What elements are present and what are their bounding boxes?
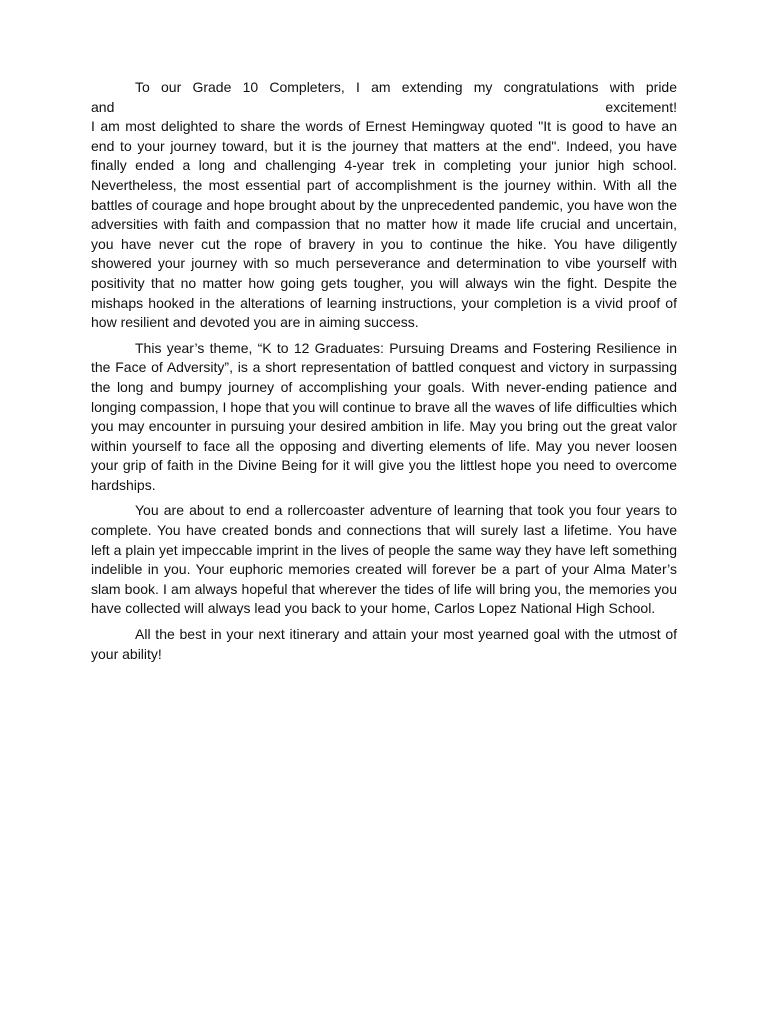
paragraph-1-body: I am most delighted to share the words of Ernest Hemingway quoted "It is good to have an end to your journey toward, but it is the journey that matters at the end". Indeed, you have finally ended a long and challenging 4-year trek in completing your junior high school. Nevertheless, the most essential part of accomplishment is the journey within. With all the battles of courage and hope brought about by the unprecedented pandemic, you have won the adversities with faith and compassion that no matter how it made life crucial and uncertain, you have never cut the rope of bravery in you to continue the hike. You have diligently showered your journey with so much perseverance and determination to vibe yourself with positivity that no matter how going gets tougher, you will always win the fight. Despite the mishaps hooked in the alterations of learning instructions, your completion is a vivid proof of how resilient and devoted you are in aiming success. bbox=[91, 118, 677, 331]
paragraph-2: This year’s theme, “K to 12 Graduates: Pursuing Dreams and Fostering Resilience in the Face of Adversity”, is a short representation of battled conquest and victory in surpassing the long and bumpy journey of accomplishing your goals. With never-ending patience and longing compassion, I hope that you will continue to brave all the waves of life difficulties which you may encounter in pursuing your desired ambition in life. May you bring out the great valor within yourself to face all the opposing and diverting elements of life. May you never loosen your grip of faith in the Divine Being for it will give you the littlest hope you need to overcome hardships. bbox=[91, 339, 677, 493]
paragraph-4: All the best in your next itinerary and attain your most yearned goal with the utmost of your ability! bbox=[91, 626, 677, 662]
paragraph-1 bbox=[91, 78, 677, 333]
paragraph-3: You are about to end a rollercoaster adventure of learning that took you four years to complete. You have created bonds and connections that will surely last a lifetime. You have left a plain yet impeccable imprint in the lives of people the same way they have left something indelible in you. Your euphoric memories created will forever be a part of your Alma Mater’s slam book. I am always hopeful that wherever the tides of life will bring you, the memories you have collected will always lead you back to your home, Carlos Lopez National High School. bbox=[91, 502, 677, 617]
paragraph-1-first-line: To our Grade 10 Completers, I am extending my congratulations with pride bbox=[135, 79, 677, 95]
paragraph-1-second-line: and excitement! bbox=[91, 98, 677, 115]
letter-body bbox=[91, 78, 677, 670]
